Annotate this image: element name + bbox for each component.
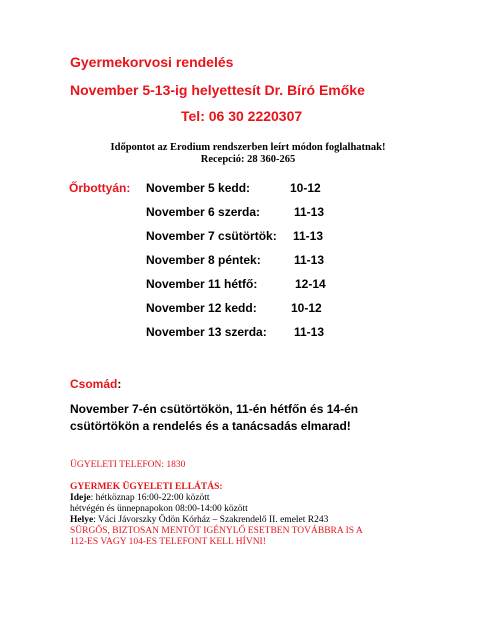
schedule-row xyxy=(146,325,406,349)
schedule-row xyxy=(146,205,406,229)
booking-instructions: Időpontot az Erodium rendszerben leírt módon foglalhatnak! xyxy=(110,142,386,153)
schedule-day: November 13 szerda: xyxy=(146,325,267,339)
cancellation-notice: November 7-én csütörtökön, 11-én hétfőn és 14-én csütörtökön a rendelés és a tanácsadás elmarad! xyxy=(70,402,359,433)
schedule-row xyxy=(146,229,406,253)
schedule-list xyxy=(146,181,406,349)
schedule-hours: 11-13 xyxy=(294,205,325,219)
schedule-hours: 10-12 xyxy=(291,301,322,315)
duty-hours xyxy=(70,493,450,504)
duty-hours-weekday: : hétköznap 16:00-22:00 között xyxy=(90,493,210,503)
duty-hours-weekend: hétvégén és ünnepnapokon 08:00-14:00 között xyxy=(70,504,248,514)
schedule-day: November 5 kedd: xyxy=(146,181,251,195)
schedule-hours: 11-13 xyxy=(294,253,325,267)
schedule-day: November 11 hétfő: xyxy=(146,277,258,291)
schedule-row xyxy=(146,277,406,301)
csomad-heading xyxy=(70,377,121,391)
schedule-hours: 11-13 xyxy=(293,229,324,243)
emergency-notice-line1: SÜRGŐS, BIZTOSAN MENTŐT IGÉNYLŐ ESETBEN TOVÁBBRA IS A xyxy=(70,526,363,536)
schedule-hours: 12-14 xyxy=(295,277,326,291)
pediatric-duty-heading: GYERMEK ÜGYELETI ELLÁTÁS: xyxy=(70,482,223,492)
substitute-notice: November 5-13-ig helyettesít Dr. Bíró Emőke xyxy=(70,82,365,98)
page-title: Gyermekorvosi rendelés xyxy=(70,54,234,70)
csomad-label: Csomád xyxy=(70,377,118,391)
schedule-day: November 6 szerda: xyxy=(146,205,261,219)
schedule-day: November 8 péntek: xyxy=(146,253,261,267)
schedule-day: November 7 csütörtök: xyxy=(146,229,277,243)
booking-notice xyxy=(70,142,426,166)
emergency-notice-line2: 112-ES VAGY 104-ES TELEFONT KELL HÍVNI! xyxy=(70,537,266,547)
schedule-row xyxy=(146,253,406,277)
csomad-colon: : xyxy=(117,377,122,391)
schedule-row xyxy=(146,181,406,205)
schedule-day: November 12 kedd: xyxy=(146,301,257,315)
duty-phone: ÜGYELETI TELEFON: 1830 xyxy=(70,460,186,470)
duty-hours-label: Ideje xyxy=(70,493,91,503)
location-label: Őrbottyán: xyxy=(69,181,131,195)
schedule-row xyxy=(146,301,406,325)
phone-number: Tel: 06 30 2220307 xyxy=(181,108,303,124)
footer-info xyxy=(70,460,450,548)
duty-location-label: Helye xyxy=(70,515,94,525)
duty-location-value: : Váci Jávorszky Ödön Kórház – Szakrendelő II. emelet R243 xyxy=(93,515,329,525)
schedule-hours: 11-13 xyxy=(294,325,325,339)
duty-location xyxy=(70,515,450,526)
schedule-hours: 10-12 xyxy=(290,181,321,195)
reception-phone: Recepció: 28 360-265 xyxy=(200,154,296,165)
